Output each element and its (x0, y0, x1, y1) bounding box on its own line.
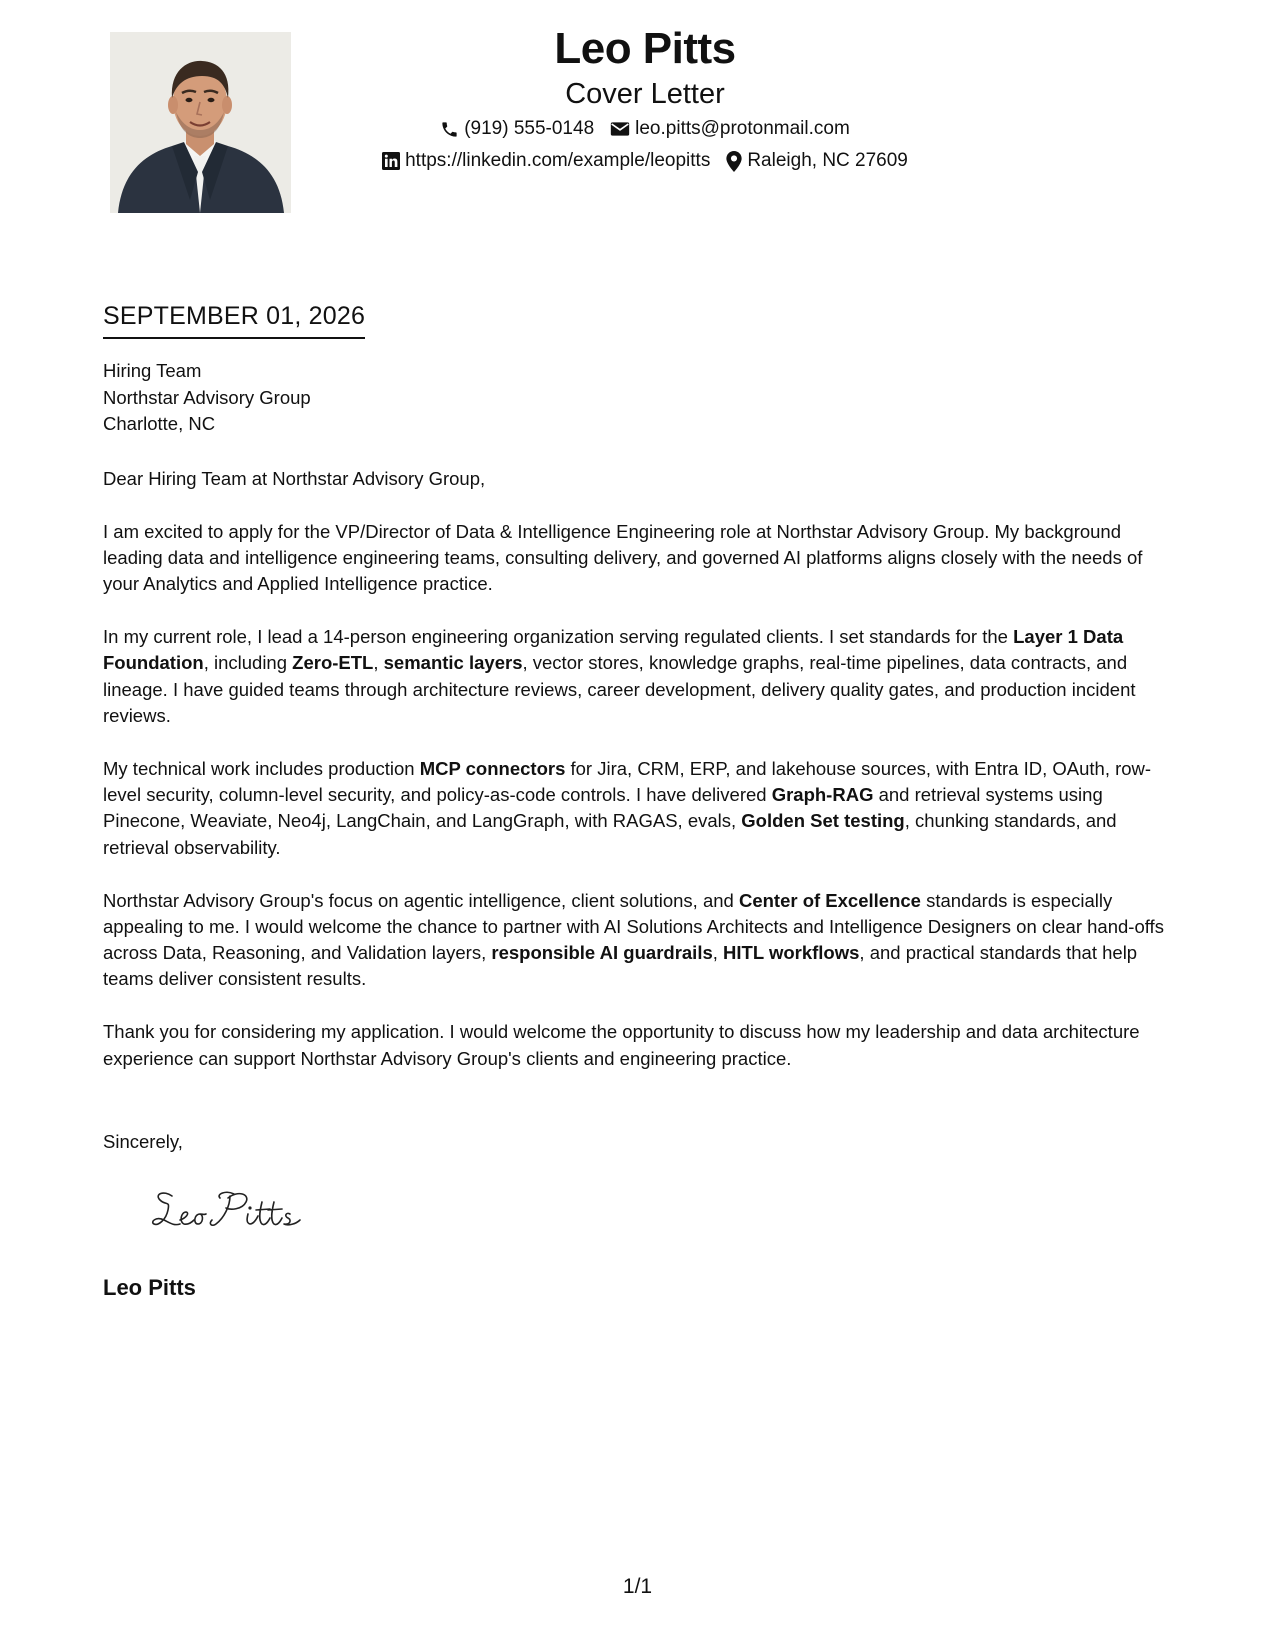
bold-text: Zero-ETL (292, 652, 374, 674)
contact-row-1 (320, 116, 970, 142)
text-run: In my current role, I lead a 14-person engineering organization serving regulated clients. I set standards for the (103, 626, 1014, 648)
signature-handwriting (150, 1180, 320, 1240)
text-run: for Jira, CRM, ERP, and lakehouse sources, with Entra ID, OAuth, row-level security, column-level security, and policy-as-code controls. I have delivered (103, 757, 1152, 806)
map-pin-icon (726, 151, 742, 172)
text-run: , chunking standards, and retrieval observability. (103, 810, 1117, 858)
email-contact[interactable] (610, 116, 850, 142)
phone-icon (440, 120, 459, 139)
paragraph-3 (103, 756, 1173, 861)
phone-contact (440, 116, 594, 142)
bold-text: responsible AI guardrails (491, 942, 713, 964)
recipient-line-3: Charlotte, NC (103, 413, 216, 434)
text-run: , including (203, 652, 293, 674)
text-run: , vector stores, knowledge graphs, real-time pipelines, data contracts, and lineage. I have guided teams through architecture reviews, career development, delivery quality gates, and production incident reviews. (103, 652, 1136, 727)
letter-date: SEPTEMBER 01, 2026 (103, 299, 365, 339)
paragraph-2 (103, 624, 1173, 729)
text-run: I am excited to apply for the VP/Director of Data & Intelligence Engineering role at Northstar Advisory Group. My background leading data and intelligence engineering teams, consulting delivery, and governed AI platforms aligns closely with the needs of your Analytics and Applied Intelligence practice. (103, 520, 1143, 595)
bold-text: Layer 1 Data Foundation (103, 626, 1124, 674)
bold-text: semantic layers (383, 652, 523, 674)
linkedin-url[interactable]: https://linkedin.com/example/leopitts (405, 150, 711, 171)
letter-body (103, 466, 1173, 1098)
recipient-line-1: Hiring Team (103, 360, 202, 381)
paragraph-5 (103, 1019, 1173, 1072)
signer-name: Leo Pitts (103, 1275, 196, 1300)
profile-photo-illustration (110, 32, 291, 213)
linkedin-contact[interactable] (382, 148, 710, 174)
text-run: , (373, 652, 384, 674)
bold-text: Center of Excellence (738, 889, 921, 911)
bold-text: MCP connectors (419, 757, 566, 779)
closing: Sincerely, (103, 1131, 183, 1152)
phone-number: (919) 555-0148 (464, 118, 595, 139)
text-run: My technical work includes production (103, 757, 420, 779)
applicant-name: Leo Pitts (554, 24, 736, 73)
location-contact (726, 148, 908, 174)
paragraph-4 (103, 888, 1173, 993)
text-run: , (712, 942, 724, 964)
linkedin-icon (382, 152, 400, 170)
recipient-block (103, 358, 311, 438)
contact-row-2 (320, 148, 970, 174)
recipient-line-2: Northstar Advisory Group (103, 386, 311, 408)
location-text: Raleigh, NC 27609 (747, 150, 908, 171)
email-address[interactable]: leo.pitts@protonmail.com (635, 118, 850, 139)
bold-text: Graph-RAG (771, 784, 874, 806)
paragraph-1 (103, 519, 1173, 598)
text-run: Thank you for considering my application. I would welcome the opportunity to discuss how my leadership and data architecture experience can support Northstar Advisory Group's clients and engineering practice. (103, 1021, 1140, 1069)
bold-text: Golden Set testing (741, 810, 905, 832)
page-number: 1/1 (622, 1575, 653, 1598)
header (320, 20, 970, 174)
envelope-icon (610, 121, 630, 137)
profile-photo (110, 32, 291, 213)
signature (150, 1180, 320, 1240)
text-run: and retrieval systems using Pinecone, Weaviate, Neo4j, LangChain, and LangGraph, with RAGAS, evals, (103, 784, 1103, 832)
document-subtitle: Cover Letter (565, 78, 725, 110)
text-run: , and practical standards that help teams deliver consistent results. (103, 942, 1138, 990)
salutation: Dear Hiring Team at Northstar Advisory Group, (103, 468, 486, 489)
text-run: standards is especially appealing to me. I would welcome the chance to partner with AI Solutions Architects and Intelligence Designers on clear hand-offs across Data, Reasoning, and Validation layers, (103, 889, 1164, 964)
text-run: Northstar Advisory Group's focus on agentic intelligence, client solutions, and (103, 889, 739, 911)
bold-text: HITL workflows (723, 942, 860, 964)
